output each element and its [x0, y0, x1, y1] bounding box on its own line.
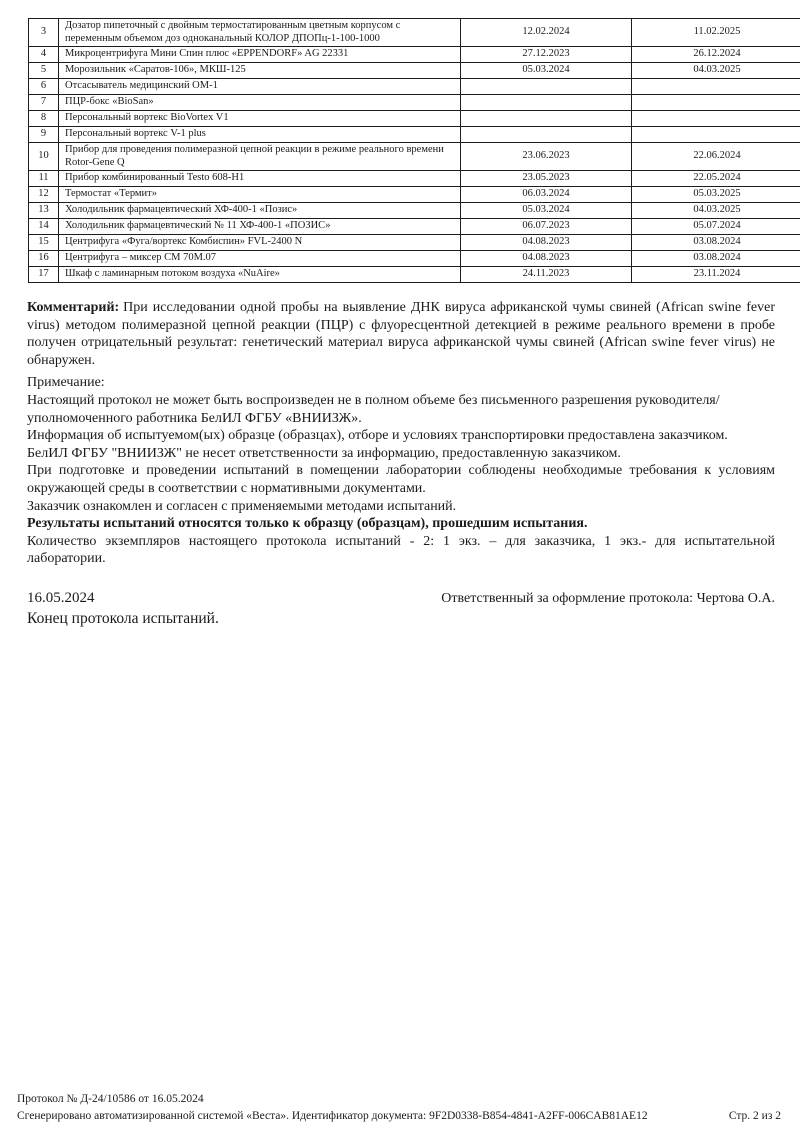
table-row: [29, 187, 800, 203]
signature-row: [27, 590, 775, 608]
equipment-name: Прибор для проведения полимеразной цепной реакции в режиме реального времени Rotor-Gene Q: [59, 143, 461, 171]
note-line: При подготовке и проведении испытаний в помещении лаборатории соблюдены необходимые требования к условиям окружающей среды в соответствии с нормативными документами.: [27, 463, 775, 496]
valid-until-date: 26.12.2024: [632, 47, 800, 63]
verification-date: 23.05.2023: [461, 171, 632, 187]
row-number: 9: [29, 127, 59, 143]
note-line: Заказчик ознакомлен и согласен с применяемыми методами испытаний.: [27, 498, 457, 514]
equipment-name: Термостат «Термит»: [59, 187, 461, 203]
equipment-table: [28, 18, 800, 283]
verification-date: [461, 95, 632, 111]
row-number: 16: [29, 251, 59, 267]
comment-label: Комментарий:: [27, 300, 120, 315]
equipment-name: Холодильник фармацевтический ХФ-400-1 «Позис»: [59, 203, 461, 219]
table-row: [29, 171, 800, 187]
table-row: [29, 251, 800, 267]
equipment-name: Отсасыватель медицинский ОМ-1: [59, 79, 461, 95]
row-number: 17: [29, 267, 59, 283]
table-row: [29, 267, 800, 283]
table-row: [29, 63, 800, 79]
comment-paragraph: [27, 299, 775, 369]
end-of-protocol-line: Конец протокола испытаний.: [27, 609, 219, 627]
row-number: 5: [29, 63, 59, 79]
valid-until-date: 22.06.2024: [632, 143, 800, 171]
table-row: [29, 219, 800, 235]
equipment-name: Прибор комбинированный Testo 608-H1: [59, 171, 461, 187]
responsible-person-line: Ответственный за оформление протокола: Чертова О.А.: [441, 590, 775, 606]
table-row: [29, 19, 800, 47]
note-line: Информация об испытуемом(ых) образце (образцах), отборе и условиях транспортировки предоставлена заказчиком.: [27, 428, 728, 444]
verification-date: 06.07.2023: [461, 219, 632, 235]
verification-date: [461, 79, 632, 95]
valid-until-date: [632, 79, 800, 95]
equipment-name: ПЦР-бокс «BioSan»: [59, 95, 461, 111]
table-row: [29, 235, 800, 251]
verification-date: [461, 127, 632, 143]
table-row: [29, 47, 800, 63]
note-line: Настоящий протокол не может быть воспроизведен не в полном объеме без письменного разрешения руководителя/уполномоченного работника БелИЛ ФГБУ «ВНИИЗЖ».: [27, 392, 720, 426]
row-number: 11: [29, 171, 59, 187]
equipment-name: Персональный вортекс BioVortex V1: [59, 111, 461, 127]
valid-until-date: 23.11.2024: [632, 267, 800, 283]
valid-until-date: [632, 127, 800, 143]
equipment-name: Центрифуга «Фуга/вортекс Комбиспин» FVL-2400 N: [59, 235, 461, 251]
table-row: [29, 203, 800, 219]
protocol-date: 16.05.2024: [27, 589, 95, 606]
row-number: 6: [29, 79, 59, 95]
verification-date: 05.03.2024: [461, 63, 632, 79]
row-number: 7: [29, 95, 59, 111]
verification-date: 06.03.2024: [461, 187, 632, 203]
notes-title: Примечание:: [27, 375, 105, 391]
row-number: 15: [29, 235, 59, 251]
row-number: 8: [29, 111, 59, 127]
equipment-name: Шкаф с ламинарным потоком воздуха «NuAire»: [59, 267, 461, 283]
copies-statement: Количество экземпляров настоящего протокола испытаний - 2: 1 экз. – для заказчика, 1 экз.- для испытательной лаборатории.: [27, 533, 775, 567]
row-number: 13: [29, 203, 59, 219]
valid-until-date: 22.05.2024: [632, 171, 800, 187]
footer-generated-line: Сгенерировано автоматизированной системой «Веста». Идентификатор документа: 9F2D0338-B854-4841-A2FF-006CAB81AE12: [17, 1110, 648, 1122]
valid-until-date: 04.03.2025: [632, 63, 800, 79]
verification-date: 04.08.2023: [461, 235, 632, 251]
equipment-name: Морозильник «Саратов-106», МКШ-125: [59, 63, 461, 79]
valid-until-date: [632, 95, 800, 111]
footer-page-number: Стр. 2 из 2: [728, 1110, 781, 1122]
row-number: 14: [29, 219, 59, 235]
table-row: [29, 79, 800, 95]
valid-until-date: 03.08.2024: [632, 235, 800, 251]
table-row: [29, 127, 800, 143]
valid-until-date: 05.03.2025: [632, 187, 800, 203]
table-row: [29, 111, 800, 127]
page-footer: [17, 1091, 781, 1125]
results-scope-statement: Результаты испытаний относятся только к образцу (образцам), прошедшим испытания.: [27, 516, 588, 532]
document-body: [27, 299, 775, 627]
note-line: БелИЛ ФГБУ "ВНИИЗЖ" не несет ответственности за информацию, предоставленную заказчиком.: [27, 445, 621, 461]
equipment-name: Холодильник фармацевтический № 11 ХФ-400-1 «ПОЗИС»: [59, 219, 461, 235]
verification-date: 05.03.2024: [461, 203, 632, 219]
equipment-name: Дозатор пипеточный с двойным термостатированным цветным корпусом с переменным объемом доз одноканальный КОЛОР ДПОПц-1-100-1000: [59, 19, 461, 47]
row-number: 10: [29, 143, 59, 171]
comment-text: При исследовании одной пробы на выявление ДНК вируса африканской чумы свиней (African swine fever virus) методом полимеразной цепной реакции (ПЦР) с флуоресцентной детекцией в режиме реального времени в пробе получен отрицательный результат: генетический материал вируса африканской чумы свиней (African swine fever virus) не обнаружен.: [27, 300, 775, 368]
valid-until-date: 03.08.2024: [632, 251, 800, 267]
table-row: [29, 143, 800, 171]
footer-protocol-number: Протокол № Д-24/10586 от 16.05.2024: [17, 1093, 204, 1105]
verification-date: 24.11.2023: [461, 267, 632, 283]
row-number: 12: [29, 187, 59, 203]
row-number: 4: [29, 47, 59, 63]
equipment-name: Персональный вортекс V-1 plus: [59, 127, 461, 143]
equipment-name: Центрифуга – миксер СМ 70М.07: [59, 251, 461, 267]
verification-date: 23.06.2023: [461, 143, 632, 171]
valid-until-date: [632, 111, 800, 127]
verification-date: 27.12.2023: [461, 47, 632, 63]
verification-date: 12.02.2024: [461, 19, 632, 47]
equipment-name: Микроцентрифуга Мини Спин плюс «EPPENDORF» AG 22331: [59, 47, 461, 63]
valid-until-date: 05.07.2024: [632, 219, 800, 235]
valid-until-date: 04.03.2025: [632, 203, 800, 219]
row-number: 3: [29, 19, 59, 47]
table-row: [29, 95, 800, 111]
verification-date: [461, 111, 632, 127]
verification-date: 04.08.2023: [461, 251, 632, 267]
valid-until-date: 11.02.2025: [632, 19, 800, 47]
